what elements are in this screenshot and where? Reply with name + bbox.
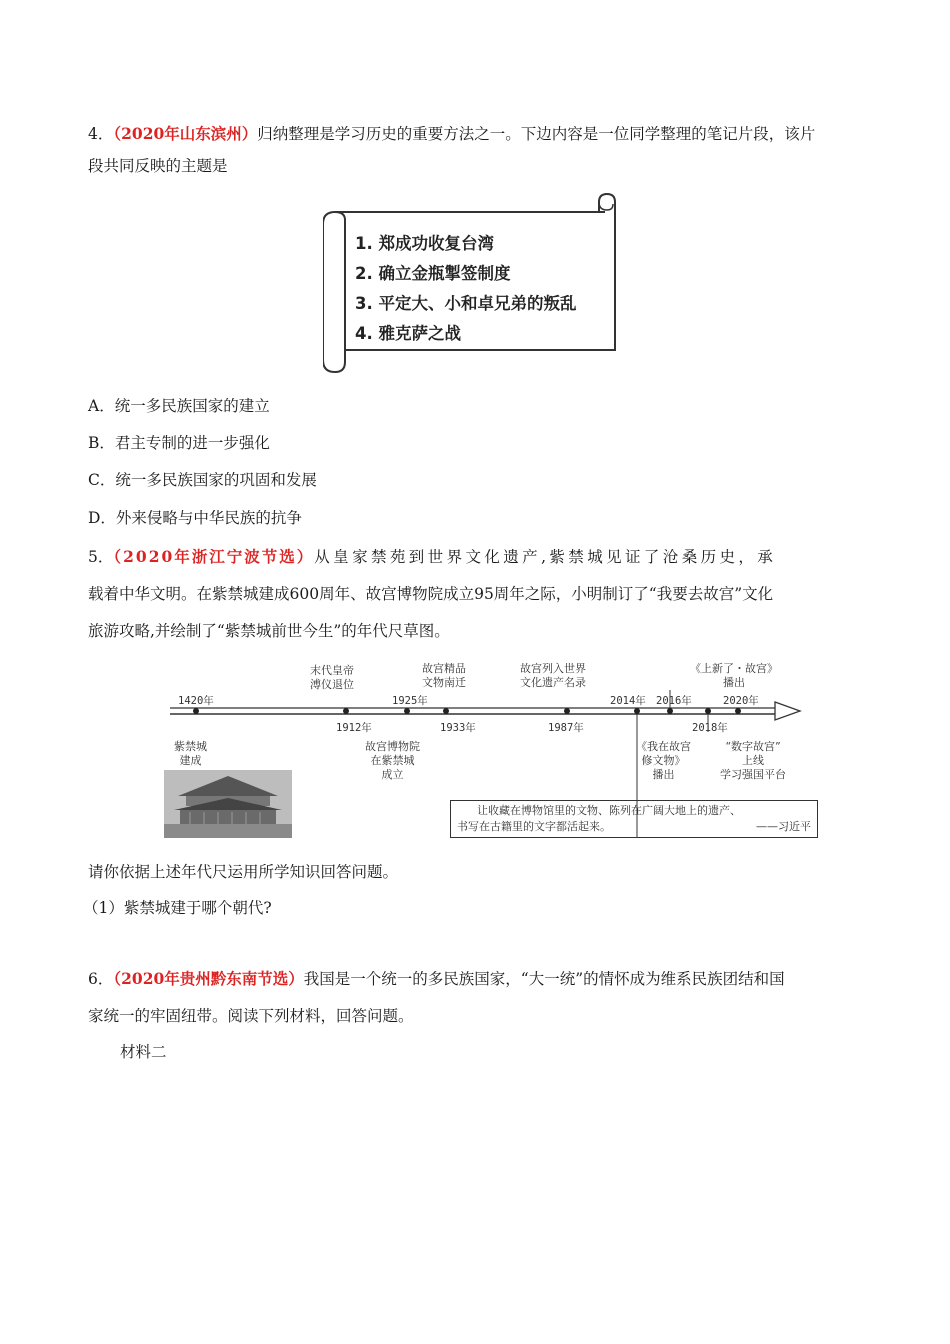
q4-stem-line2: 段共同反映的主题是 (88, 157, 228, 175)
year-label: 1912年 (336, 722, 372, 734)
q5-number: 5． (88, 548, 114, 566)
q4-source: （2020年山东滨州） (113, 124, 258, 143)
event-label: 故宫列入世界 文化遗产名录 (520, 662, 586, 689)
event-label: 故宫精品 文物南迁 (422, 662, 466, 689)
year-label: 1925年 (392, 695, 428, 707)
option-c[interactable]: C．统一多民族国家的巩固和发展 (88, 471, 317, 489)
year-label: 2016年 (656, 695, 692, 707)
q6-number: 6． (88, 970, 114, 988)
year-label: 2014年 (610, 695, 646, 707)
option-d[interactable]: D．外来侵略与中华民族的抗争 (88, 509, 302, 527)
q6-stem-line2: 家统一的牢固纽带。阅读下列材料，回答问题。 (88, 1007, 414, 1025)
scroll-item: 4. 雅克萨之战 (355, 324, 461, 343)
notes-scroll-figure (323, 190, 623, 375)
q4-number: 4． (88, 125, 114, 143)
q4-stem-line1: 归纳整理是学习历史的重要方法之一。下边内容是一位同学整理的笔记片段，该片 (257, 125, 816, 143)
year-label: 1933年 (440, 722, 476, 734)
forbidden-city-photo (164, 770, 292, 838)
event-label: 紫禁城 建成 (174, 740, 207, 767)
scroll-item: 2. 确立金瓶掣签制度 (355, 264, 511, 283)
q5-source: （2020年浙江宁波节选） (113, 547, 315, 566)
q5-subquestion-1: （1）紫禁城建于哪个朝代? (83, 899, 272, 917)
event-label: 《上新了・故宫》 播出 (690, 662, 778, 689)
year-label: 1987年 (548, 722, 584, 734)
event-label: 故宫博物院 在紫禁城 成立 (365, 740, 420, 781)
q6-material-label: 材料二 (120, 1043, 167, 1061)
q5-stem-line2: 载着中华文明。在紫禁城建成600周年、故宫博物院成立95周年之际，小明制订了“我要去故宫”文化 (88, 585, 774, 603)
q5-stem-line1: 从皇家禁苑到世界文化遗产,紫禁城见证了沧桑历史，承 (314, 548, 777, 566)
event-label: “数字故宫” 上线 学习强国平台 (720, 740, 786, 781)
event-label: 《我在故宫 修文物》 播出 (636, 740, 691, 781)
q5-stem (88, 538, 868, 650)
year-label: 2020年 (723, 695, 759, 707)
q4-stem (88, 118, 868, 182)
timeline-figure (160, 660, 810, 840)
quote-line2: 书写在古籍里的文字都活起来。 (457, 820, 611, 833)
scroll-item: 3. 平定大、小和卓兄弟的叛乱 (355, 294, 577, 313)
q5-prompt: 请你依据上述年代尺运用所学知识回答问题。 (88, 863, 399, 881)
quote-line1: 让收藏在博物馆里的文物、陈列在广阔大地上的遗产、 (477, 804, 741, 817)
year-label: 1420年 (178, 695, 214, 707)
q6-stem (88, 960, 868, 1035)
scroll-item: 1. 郑成功收复台湾 (355, 234, 494, 253)
q6-source: （2020年贵州黔东南节选） (113, 969, 304, 988)
event-label: 末代皇帝 溥仪退位 (310, 664, 354, 691)
quote-author: ——习近平 (756, 820, 811, 833)
year-label: 2018年 (692, 722, 728, 734)
option-b[interactable]: B．君主专制的进一步强化 (88, 434, 270, 452)
q5-stem-line3: 旅游攻略,并绘制了“紫禁城前世今生”的年代尺草图。 (88, 622, 450, 640)
q6-stem-line1: 我国是一个统一的多民族国家，“大一统”的情怀成为维系民族团结和国 (303, 970, 785, 988)
quote-box (450, 800, 818, 838)
option-a[interactable]: A．统一多民族国家的建立 (88, 397, 270, 415)
